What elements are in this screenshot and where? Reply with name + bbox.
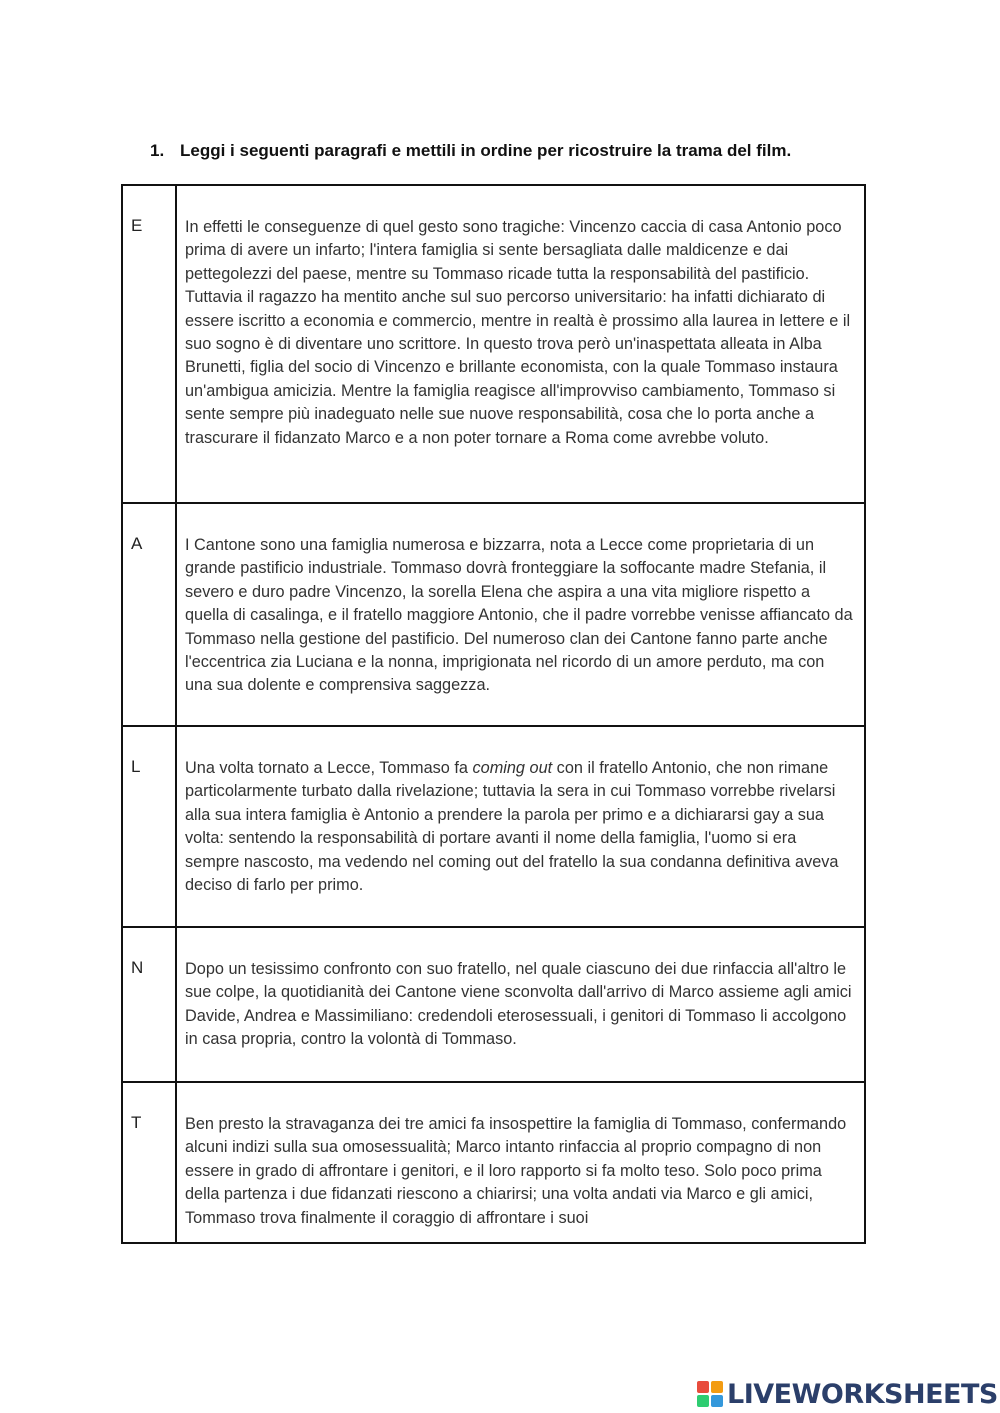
table-row (122, 726, 865, 927)
instruction-heading (150, 141, 791, 161)
table-row (122, 1082, 865, 1243)
liveworksheets-logo-icon (697, 1381, 723, 1407)
instruction-number: 1. (150, 141, 165, 160)
row-letter[interactable]: E (122, 185, 176, 503)
row-letter[interactable]: N (122, 927, 176, 1082)
liveworksheets-logo (697, 1378, 998, 1410)
table-row (122, 927, 865, 1082)
row-paragraph (176, 726, 865, 927)
table-row (122, 503, 865, 726)
instruction-text: Leggi i seguenti paragrafi e mettili in ordine per ricostruire la trama del film. (180, 141, 792, 160)
paragraph-text-start: Una volta tornato a Lecce, Tommaso fa (185, 759, 473, 777)
row-paragraph: Dopo un tesissimo confronto con suo fratello, nel quale ciascuno dei due rinfaccia all'altro le sue colpe, la quotidianità dei Cantone viene sconvolta dall'arrivo di Marco assieme agli amici Davide, Andrea e Massimiliano: credendoli eterosessuali, i genitori di Tommaso li accolgono in casa propria, contro la volontà di Tommaso. (176, 927, 865, 1082)
row-letter[interactable]: L (122, 726, 176, 927)
paragraph-table (121, 184, 866, 1244)
row-paragraph (176, 1082, 865, 1243)
row-paragraph: I Cantone sono una famiglia numerosa e bizzarra, nota a Lecce come proprietaria di un grande pastificio industriale. Tommaso dovrà fronteggiare la soffocante madre Stefania, il severo e duro padre Vincenzo, la sorella Elena che aspira a una vita migliore rispetto a quella di casalinga, e il fratello maggiore Antonio, che il padre vorrebbe venisse affiancato da Tommaso nella gestione del pastificio. Del numeroso clan dei Cantone fanno parte anche l'eccentrica zia Luciana e la nonna, imprigionata nel ricordo di un amore perduto, ma con una sua dolente e comprensiva saggezza. (176, 503, 865, 726)
row-letter[interactable]: T (122, 1082, 176, 1243)
row-paragraph-text: Ben presto la stravaganza dei tre amici fa insospettire la famiglia di Tommaso, confermando alcuni indizi sulla sua omosessualità; Marco intanto rinfaccia al proprio compagno di non essere in grado di affrontare i genitori, e il loro rapporto si fa molto teso. Solo poco prima della partenza i due fidanzati riescono a chiarirsi; una volta andati via Marco e gli amici, Tommaso trova finalmente il coraggio di affrontare i suoi (185, 1115, 847, 1227)
row-paragraph: In effetti le conseguenze di quel gesto sono tragiche: Vincenzo caccia di casa Antonio poco prima di avere un infarto; l'intera famiglia si sente bersagliata dalle maldicenze e dai pettegolezzi del paese, mentre su Tommaso ricade tutta la responsabilità del pastificio. Tuttavia il ragazzo ha mentito anche sul suo percorso universitario: ha infatti dichiarato di essere iscritto a economia e commercio, mentre in realtà è prossimo alla laurea in lettere e il suo sogno è di diventare uno scrittore. In questo trova però un'inaspettata alleata in Alba Brunetti, figlia del socio di Vincenzo e brillante economista, con la quale Tommaso instaura un'ambigua amicizia. Mentre la famiglia reagisce all'improvviso cambiamento, Tommaso si sente sempre più inadeguato nelle sue nuove responsabilità, cosa che lo porta anche a trascurare il fidanzato Marco e a non poter tornare a Roma come avrebbe voluto. (176, 185, 865, 503)
row-letter[interactable]: A (122, 503, 176, 726)
paragraph-italic-term: coming out (472, 759, 553, 777)
table-row (122, 185, 865, 503)
liveworksheets-brand: LIVEWORKSHEETS (727, 1378, 998, 1410)
paragraph-text-end: con il fratello Antonio, che non rimane particolarmente turbato dalla rivelazione; tuttavia la sera in cui Tommaso vorrebbe rivelarsi alla sua intera famiglia è Antonio a prendere la parola per primo e a dichiararsi gay a sua volta: sentendo la responsabilità di portare avanti il nome della famiglia, l'uomo si era sempre nascosto, ma vedendo nel coming out del fratello la sua condanna definitiva aveva deciso di farlo per primo. (185, 759, 839, 895)
